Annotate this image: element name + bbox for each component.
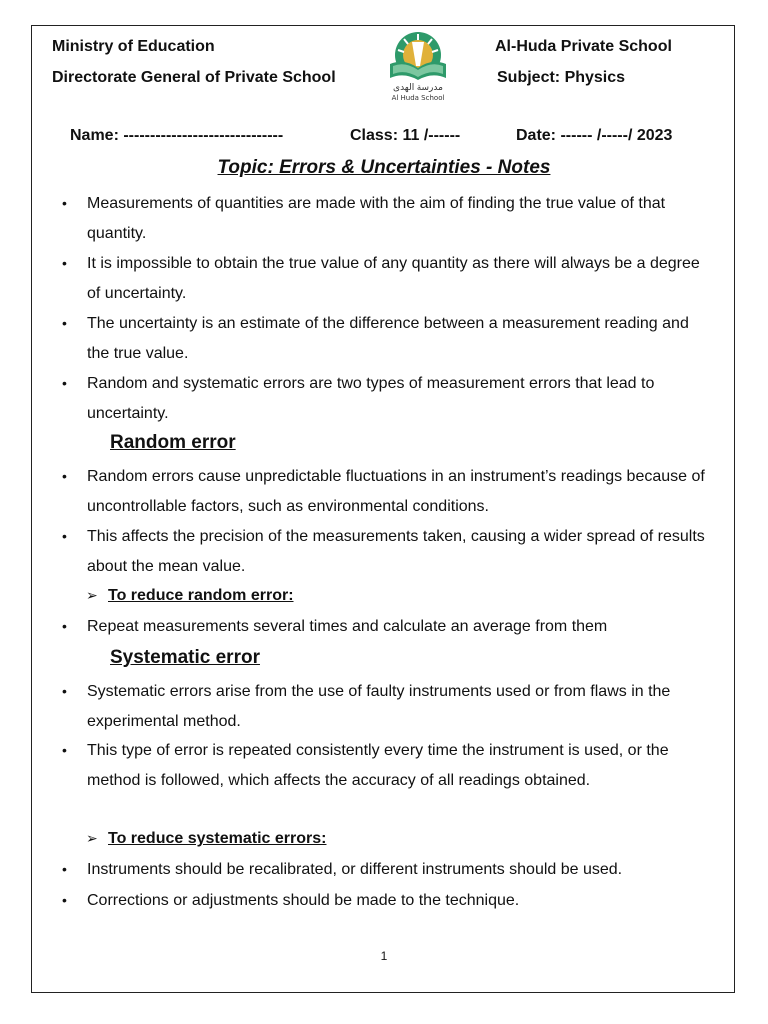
- logo-arabic-name: مدرسة الهدى: [393, 82, 443, 92]
- bullet-icon: •: [62, 375, 67, 391]
- school-name: Al-Huda Private School: [495, 38, 672, 55]
- bullet-icon: •: [62, 618, 67, 634]
- class-field: Class: 11 /------: [350, 127, 461, 144]
- list-item-text: This affects the precision of the measurements taken, causing a wider spread of results about the mean value.: [87, 528, 705, 575]
- arrow-icon: ➢: [86, 587, 98, 603]
- systematic-error-heading: Systematic error: [110, 647, 260, 668]
- school-logo: [384, 30, 452, 106]
- date-field: Date: ------ /-----/ 2023: [516, 127, 673, 144]
- directorate-label: Directorate General of Private School: [52, 69, 336, 86]
- list-item-text: Random and systematic errors are two types of measurement errors that lead to uncertainty.: [87, 375, 655, 422]
- bullet-icon: •: [62, 468, 67, 484]
- list-item-text: Measurements of quantities are made with the aim of finding the true value of that quantity.: [87, 195, 666, 242]
- reduce-random-heading: [86, 587, 294, 605]
- topic-title: Topic: Errors & Uncertainties - Notes: [217, 157, 551, 178]
- arrow-icon: ➢: [86, 830, 98, 846]
- list-item-text: The uncertainty is an estimate of the difference between a measurement reading and the true value.: [87, 315, 689, 362]
- bullet-icon: •: [62, 683, 67, 699]
- list-item-text: Corrections or adjustments should be made to the technique.: [87, 892, 520, 909]
- bullet-icon: •: [62, 195, 67, 211]
- bullet-icon: •: [62, 742, 67, 758]
- bullet-icon: •: [62, 528, 67, 544]
- bullet-icon: •: [62, 892, 67, 908]
- list-item-text: This type of error is repeated consistently every time the instrument is used, or the method is followed, which affects the accuracy of all readings obtained.: [87, 742, 669, 789]
- subject-label: Subject: Physics: [497, 69, 626, 86]
- bullet-icon: •: [62, 861, 67, 877]
- name-field: Name: ------------------------------: [70, 127, 284, 144]
- list-item-text: It is impossible to obtain the true value of any quantity as there will always be a degree of uncertainty.: [87, 255, 700, 302]
- page-number: 1: [380, 949, 388, 963]
- reduce-systematic-heading: [86, 830, 326, 848]
- list-item-text: Systematic errors arise from the use of faulty instruments used or from flaws in the experimental method.: [87, 683, 671, 730]
- ministry-label: Ministry of Education: [52, 38, 215, 55]
- bullet-icon: •: [62, 255, 67, 271]
- school-logo-icon: [384, 30, 452, 82]
- list-item-text: Random errors cause unpredictable fluctuations in an instrument’s readings because of uncontrollable factors, such as environmental conditions.: [87, 468, 705, 515]
- list-item-text: Repeat measurements several times and calculate an average from them: [87, 618, 608, 635]
- logo-english-name: Al Huda School: [391, 94, 445, 102]
- reduce-random-label: To reduce random error:: [108, 587, 294, 604]
- random-error-heading: Random error: [110, 432, 236, 453]
- reduce-systematic-label: To reduce systematic errors:: [108, 830, 327, 847]
- bullet-icon: •: [62, 315, 67, 331]
- list-item-text: Instruments should be recalibrated, or different instruments should be used.: [87, 861, 623, 878]
